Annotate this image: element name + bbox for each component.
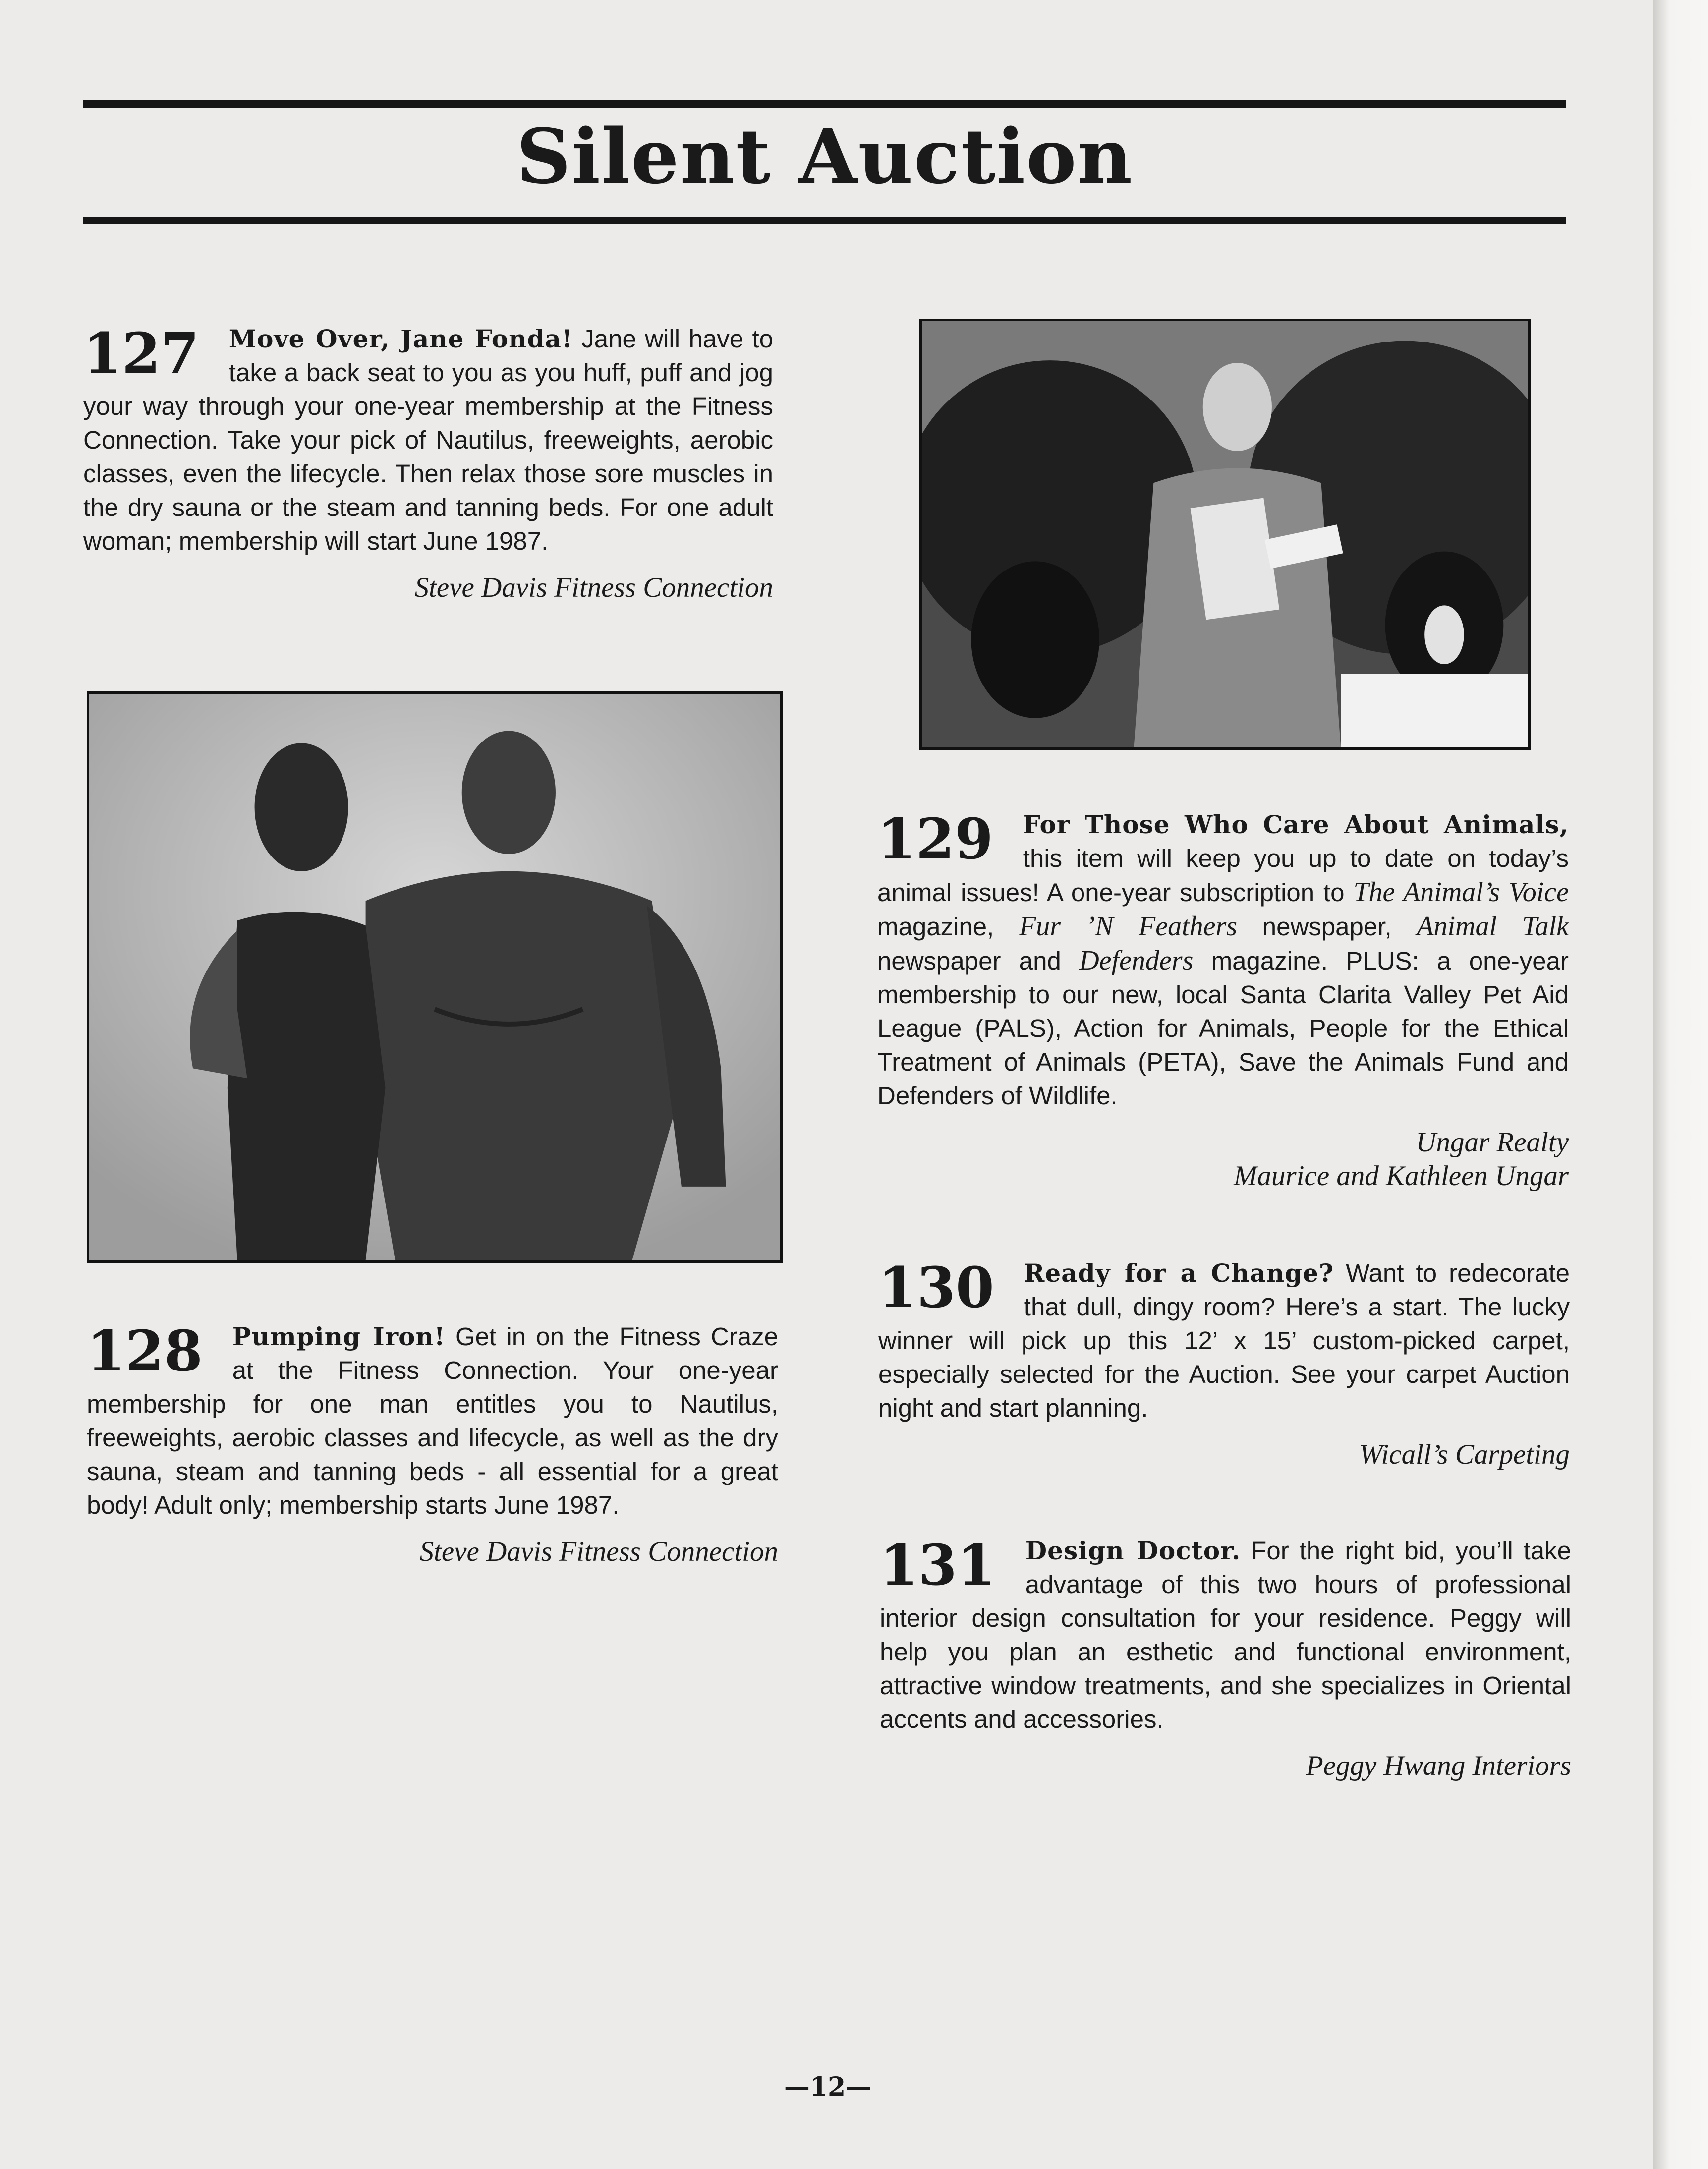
auction-item-131 bbox=[880, 1534, 1571, 1783]
item-publication: Defenders bbox=[1079, 945, 1194, 976]
item-headline: Ready for a Change? bbox=[1024, 1258, 1334, 1288]
auction-item-129 bbox=[877, 808, 1569, 1193]
item-description bbox=[880, 1534, 1571, 1736]
page-title: Silent Auction bbox=[516, 112, 1134, 201]
item-donor: Steve Davis Fitness Connection bbox=[419, 1536, 778, 1567]
auction-item-128 bbox=[87, 1320, 778, 1569]
item-text: this item will keep you up to date on today’s animal issues! A one-year subscription to bbox=[877, 844, 1569, 907]
item-number: 129 bbox=[877, 807, 993, 872]
item-donor: Peggy Hwang Interiors bbox=[1306, 1750, 1571, 1781]
item-text: For the right bid, you’ll take advantage of this two hours of professional interior design consultation for your residence. Peggy will help you plan an esthetic and functional environment, attractive window treatments, and she specializes in Oriental accents and accessories. bbox=[880, 1537, 1571, 1733]
title-rule-top bbox=[83, 100, 1566, 108]
item-number: 131 bbox=[880, 1533, 996, 1598]
item-description bbox=[878, 1256, 1570, 1425]
item-publication: Animal Talk bbox=[1417, 911, 1569, 942]
item-headline: Pumping Iron! bbox=[232, 1322, 446, 1351]
fitness-couple-photo bbox=[87, 691, 783, 1263]
item-text: Jane will have to take a back seat to you as you huff, puff and jog your way through your one-year membership at the Fitness Connection. Take your pick of Nautilus, freeweights, aerobic classes, even the lifecycle. Then relax those sore muscles in the dry sauna or the steam and tanning beds. For one adult woman; membership will start June 1987. bbox=[83, 325, 773, 555]
item-text: Get in on the Fitness Craze at the Fitness Connection. Your one-year membership for one man entitles you to Nautilus, freeweights, aerobic classes and lifecycle, as well as the dry sauna, steam and tanning beds - all essential for a great body! Adult only; membership starts June 1987. bbox=[87, 1322, 778, 1519]
title-rule-bottom bbox=[83, 217, 1566, 224]
item-headline: Move Over, Jane Fonda! bbox=[228, 324, 573, 353]
auction-item-127 bbox=[83, 322, 773, 605]
auction-item-130 bbox=[878, 1256, 1570, 1472]
item-donor-names: Maurice and Kathleen Ungar bbox=[1234, 1160, 1569, 1192]
item-donor: Wicall’s Carpeting bbox=[1359, 1439, 1570, 1470]
page-number: —12— bbox=[784, 2072, 872, 2102]
item-donor bbox=[877, 1126, 1569, 1193]
item-description bbox=[87, 1320, 778, 1522]
item-donor: Steve Davis Fitness Connection bbox=[414, 572, 773, 603]
man-with-dogs-photo bbox=[919, 319, 1531, 750]
item-publication: Fur ’N Feathers bbox=[1019, 911, 1238, 942]
item-donor-company: Ungar Realty bbox=[1416, 1127, 1569, 1158]
item-headline: For Those Who Care About Animals, bbox=[1023, 810, 1569, 839]
item-headline: Design Doctor. bbox=[1025, 1536, 1241, 1565]
item-text: Want to redecorate that dull, dingy room? Here’s a start. The lucky winner will pick up this 12’ x 15’ custom-picked carpet, especially selected for the Auction. See your carpet Auction night and start planning. bbox=[878, 1259, 1570, 1422]
item-description: 129 For Those Who Care About Animals, this item will keep you up to date on today’s animal issues! A one-year subscription to The Animal’s Voice magazine, Fur ’N Feathers newspaper, Animal Talk newspaper and Defenders magazine. PLUS: a one-year membership to our new, local Santa Clarita Valley Pet Aid League (PALS), Action for Animals, People for the Ethical Treatment of Animals (PETA), Save the Animals Fund and Defenders of Wildlife. bbox=[877, 807, 1569, 1110]
item-publication: The Animal’s Voice bbox=[1353, 877, 1569, 908]
item-number: 130 bbox=[878, 1256, 994, 1320]
item-description bbox=[83, 322, 773, 558]
page-edge-shadow bbox=[1653, 0, 1708, 2169]
item-number: 128 bbox=[87, 1319, 203, 1384]
item-number: 127 bbox=[83, 321, 199, 386]
